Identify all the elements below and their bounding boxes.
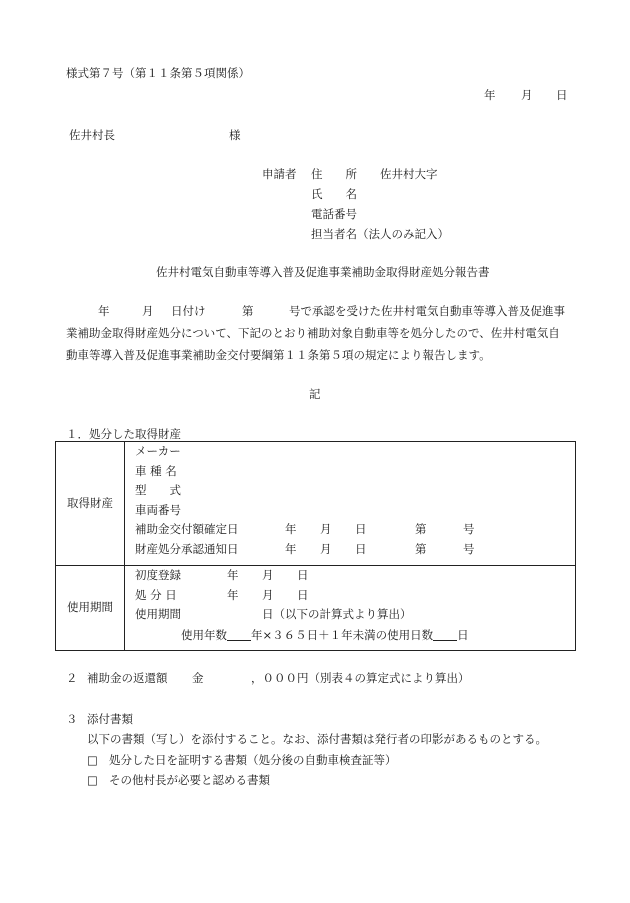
grant-confirm-month: 月: [320, 522, 332, 536]
grant-confirm-year: 年: [285, 522, 297, 536]
intro-rest: 号で承認を受けた佐井村電気自動車等導入普及促進事: [289, 304, 565, 318]
usage-label: 使用期間: [67, 600, 113, 615]
maker-label: メーカー: [135, 444, 181, 458]
years-blank: [227, 628, 251, 641]
ki-mark: 記: [309, 387, 321, 401]
usage-details: [125, 566, 576, 651]
formula-middle: 年×３６５日＋１年未満の使用日数: [251, 627, 434, 642]
disposal-date-label: 処 分 日: [135, 587, 177, 602]
attach-item-1-text: 処分した日を証明する書類（処分後の自動車検査証等）: [109, 753, 397, 767]
usage-formula: [181, 628, 469, 643]
formula-days-unit: 日: [457, 627, 469, 642]
contact-label: 担当者名（法人のみ記入）: [311, 227, 449, 241]
date-year: 年: [484, 88, 496, 102]
intro-day: 日付け: [171, 304, 206, 318]
intro-no: 第: [242, 304, 254, 318]
disposal-notice-day: 日: [355, 541, 367, 556]
disposal-date-day: 日: [297, 587, 309, 602]
usage-note: 日（以下の計算式より算出）: [262, 607, 412, 621]
disposal-notice-go: 号: [463, 541, 475, 556]
intro-line-2: 業補助金取得財産処分について、下記のとおり補助対象自動車等を処分したので、佐井村電気自: [66, 326, 560, 340]
plate-label: 車両番号: [135, 502, 181, 517]
phone-label: 電話番号: [311, 207, 357, 221]
days-blank: [433, 628, 457, 641]
date-month: 月: [521, 88, 533, 102]
attach-item-1-checkbox[interactable]: □: [87, 753, 98, 767]
addressee-name: 佐井村長: [69, 128, 115, 142]
section2-amount: ，０００円（別表４の算定式により算出）: [251, 671, 470, 685]
formula-years-label: 使用年数: [181, 627, 227, 642]
first-reg-month: 月: [262, 568, 274, 582]
disposal-date-month: 月: [262, 587, 274, 602]
intro-paragraph: [66, 305, 581, 371]
first-reg-day: 日: [297, 568, 309, 582]
section3-heading: 添付書類: [87, 712, 133, 726]
usage-period-label: 使用期間: [135, 607, 181, 621]
applicant-label: 申請者: [262, 167, 297, 181]
usage-label-cell: [56, 566, 125, 651]
disposal-notice-label: 財産処分承認通知日: [135, 541, 239, 556]
grant-confirm-dai: 第: [415, 522, 427, 536]
form-number: 様式第７号（第１１条第５項関係）: [66, 66, 250, 80]
asset-details: [125, 442, 576, 566]
section2-label: 補助金の返還額: [87, 671, 168, 685]
section3-note: 以下の書類（写し）を添付すること。なお、添付書類は発行者の印影があるものとする。: [87, 732, 547, 746]
section2-kin: 金: [192, 671, 204, 685]
intro-year: 年: [98, 304, 110, 318]
date-day: 日: [556, 88, 568, 102]
section1-heading: １．処分した取得財産: [66, 427, 181, 441]
model-name-label: 車 種 名: [135, 463, 177, 478]
document-title: 佐井村電気自動車等導入普及促進事業補助金取得財産処分報告書: [156, 265, 490, 279]
disposal-notice-year: 年: [285, 541, 297, 556]
asset-label: 取得財産: [67, 495, 113, 510]
section3-num: ３: [66, 712, 78, 726]
address-value: 佐井村大字: [380, 167, 438, 181]
intro-month: 月: [142, 304, 154, 318]
first-reg-year: 年: [227, 568, 239, 582]
type-label: 型 式: [135, 483, 181, 497]
grant-confirm-go: 号: [463, 522, 475, 536]
disposal-notice-dai: 第: [415, 541, 427, 556]
grant-confirm-label: 補助金交付額確定日: [135, 522, 239, 536]
section2-num: ２: [66, 671, 78, 685]
disposal-date-year: 年: [227, 587, 239, 602]
asset-label-cell: [56, 442, 125, 566]
grant-confirm-day: 日: [355, 522, 367, 536]
disposal-notice-month: 月: [320, 541, 332, 556]
addressee-honorific: 様: [229, 128, 241, 142]
first-reg-label: 初度登録: [135, 568, 181, 582]
name-label: 氏 名: [311, 187, 357, 201]
attach-item-2-text: その他村長が必要と認める書類: [109, 773, 270, 787]
attach-item-2-checkbox[interactable]: □: [87, 773, 98, 787]
intro-line-3: 動車等導入普及促進事業補助金交付要綱第１１条第５項の規定により報告します。: [66, 348, 491, 362]
address-label: 住 所: [311, 167, 357, 181]
property-table: [55, 441, 576, 651]
